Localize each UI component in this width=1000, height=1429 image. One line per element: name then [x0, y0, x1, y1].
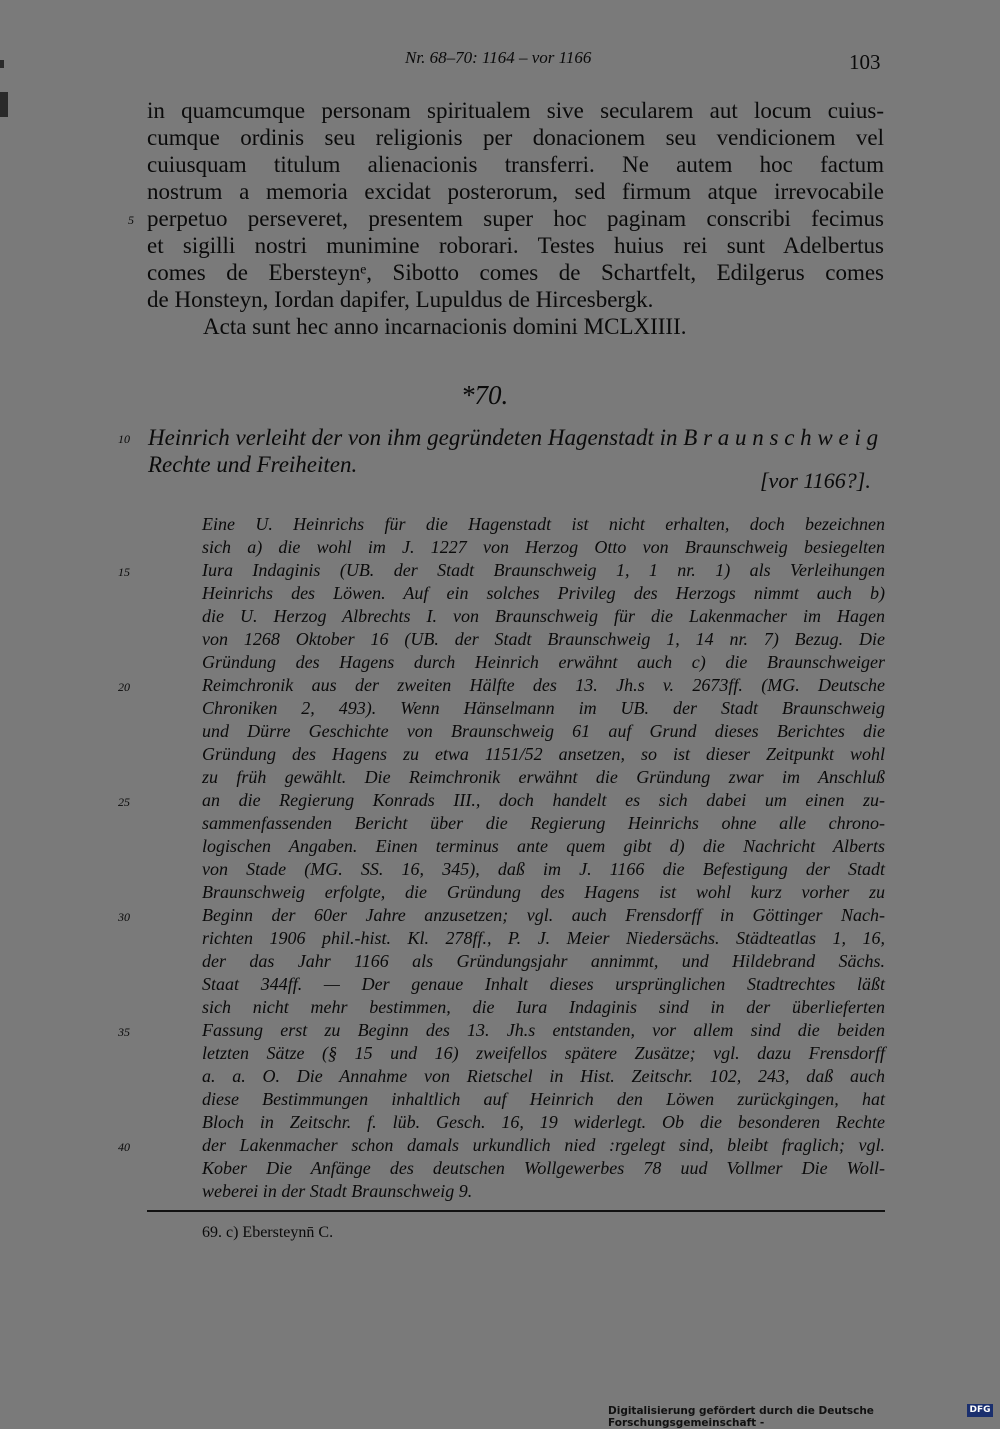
text-line: in quamcumque personam spiritualem sive secularem aut locum cuius-: [147, 98, 884, 123]
note-line: Heinrichs des Löwen. Auf ein solches Privileg des Herzogs nimmt auch b): [202, 583, 885, 603]
note-line: zu früh gewählt. Die Reimchronik erwähnt die Gründung zwar im Anschluß: [202, 767, 885, 787]
footnote: 69. c) Ebersteynn̄ C.: [202, 1224, 334, 1241]
line-number: 10: [118, 432, 130, 446]
document-number: *70.: [461, 380, 509, 410]
line-number: 25: [118, 795, 130, 809]
text-line: et sigilli nostri munimine roborari. Testes huius rei sunt Adelbertus: [147, 233, 884, 258]
text-line: Acta sunt hec anno incarnacionis domini MCLXIIII.: [203, 314, 687, 339]
note-line: und Dürre Geschichte von Braunschweig 61 auf Grund dieses Berichtes die: [202, 721, 885, 741]
document-date: [vor 1166?].: [760, 468, 871, 493]
regest-line: Rechte und Freiheiten.: [148, 452, 358, 477]
funding-credit: Digitalisierung gefördert durch die Deutsche Forschungsgemeinschaft -: [608, 1405, 874, 1429]
line-number: 40: [118, 1140, 130, 1154]
note-line: Chroniken 2, 493). Wenn Hänselmann im UB. der Stadt Braunschweig: [202, 698, 885, 718]
text-line: perpetuo perseveret, presentem super hoc paginam conscribi fecimus: [147, 206, 884, 231]
note-line: Gründung des Hagens zu etwa 1151/52 ansetzen, so ist dieser Zeitpunkt wohl: [202, 744, 885, 764]
text-line: comes de Ebersteynᵉ, Sibotto comes de Schartfelt, Edilgerus comes: [147, 260, 884, 285]
regest-line: Heinrich verleiht der von ihm gegründeten Hagenstadt in B r a u n s c h w e i g: [148, 425, 879, 450]
note-line: diese Bestimmungen inhaltlich auf Heinrich den Löwen zurückgingen, hat: [202, 1089, 885, 1109]
text-line: de Honsteyn, Iordan dapifer, Lupuldus de Hircesbergk.: [147, 287, 654, 312]
note-line: weberei in der Stadt Braunschweig 9.: [202, 1181, 473, 1201]
note-line: Kober Die Anfänge des deutschen Wollgewerbes 78 uud Vollmer Die Woll-: [202, 1158, 885, 1178]
note-line: richten 1906 phil.-hist. Kl. 278ff., P. J. Meier Niedersächs. Städteatlas 1, 16,: [202, 928, 885, 948]
text-line: cumque ordinis seu religionis per donacionem seu vendicionem vel: [147, 125, 884, 150]
note-line: Fassung erst zu Beginn des 13. Jh.s entstanden, vor allem sind die beiden: [202, 1020, 885, 1040]
note-line: Bloch in Zeitschr. f. lüb. Gesch. 16, 19 widerlegt. Ob die besonderen Rechte: [202, 1112, 885, 1132]
line-number: 5: [128, 213, 134, 227]
page-number: 103: [849, 50, 881, 74]
note-line: letzten Sätze (§ 15 und 16) zweifellos spätere Zusätze; vgl. dazu Frensdorff: [202, 1043, 885, 1063]
dfg-logo: DFG: [967, 1404, 993, 1417]
note-line: der Lakenmacher schon damals urkundlich nied :rgelegt sind, bleibt fraglich; vgl.: [202, 1135, 885, 1155]
note-line: sich a) die wohl im J. 1227 von Herzog Otto von Braunschweig besiegelten: [202, 537, 885, 557]
note-line: der das Jahr 1166 als Gründungsjahr annimmt, und Hildebrand Sächs.: [202, 951, 885, 971]
note-line: die U. Herzog Albrechts I. von Braunschweig für die Lakenmacher im Hagen: [202, 606, 885, 626]
text-line: nostrum a memoria excidat posterorum, sed firmum atque irrevocabile: [147, 179, 884, 204]
note-line: an die Regierung Konrads III., doch handelt es sich dabei um einen zu-: [202, 790, 885, 810]
note-line: sich nicht mehr bestimmen, die Iura Indaginis sind in der überlieferten: [202, 997, 885, 1017]
note-line: a. a. O. Die Annahme von Rietschel in Hist. Zeitschr. 102, 243, daß auch: [202, 1066, 885, 1086]
line-number: 15: [118, 565, 130, 579]
line-number: 30: [118, 910, 130, 924]
note-line: Iura Indaginis (UB. der Stadt Braunschweig 1, 1 nr. 1) als Verleihungen: [202, 560, 885, 580]
note-line: Beginn der 60er Jahre anzusetzen; vgl. auch Frensdorff in Göttinger Nach-: [202, 905, 885, 925]
note-line: Eine U. Heinrichs für die Hagenstadt ist nicht erhalten, doch bezeichnen: [202, 514, 885, 534]
note-line: von 1268 Oktober 16 (UB. der Stadt Braunschweig 1, 14 nr. 7) Bezug. Die: [202, 629, 885, 649]
scan-edge-mark: [0, 60, 4, 68]
text-line: cuiusquam titulum alienacionis transferri. Ne autem hoc factum: [147, 152, 884, 177]
line-number: 20: [118, 680, 130, 694]
note-line: Reimchronik aus der zweiten Hälfte des 13. Jh.s v. 2673ff. (MG. Deutsche: [202, 675, 885, 695]
note-line: Staat 344ff. — Der genaue Inhalt dieses ursprünglichen Stadtrechtes läßt: [202, 974, 885, 994]
note-line: logischen Angaben. Einen terminus ante quem gibt d) die Nachricht Alberts: [202, 836, 885, 856]
note-line: Gründung des Hagens durch Heinrich erwähnt auch c) die Braunschweiger: [202, 652, 885, 672]
running-header: Nr. 68–70: 1164 – vor 1166: [405, 48, 592, 67]
footnote-divider: [147, 1210, 885, 1212]
note-line: Braunschweig erfolgte, die Gründung des Hagens ist wohl kurz vorher zu: [202, 882, 885, 902]
note-line: sammenfassenden Bericht über die Regierung Heinrichs ohne alle chrono-: [202, 813, 885, 833]
line-number: 35: [118, 1025, 130, 1039]
note-line: von Stade (MG. SS. 16, 345), daß im J. 1166 die Befestigung der Stadt: [202, 859, 885, 879]
scan-edge-mark: [0, 92, 8, 117]
